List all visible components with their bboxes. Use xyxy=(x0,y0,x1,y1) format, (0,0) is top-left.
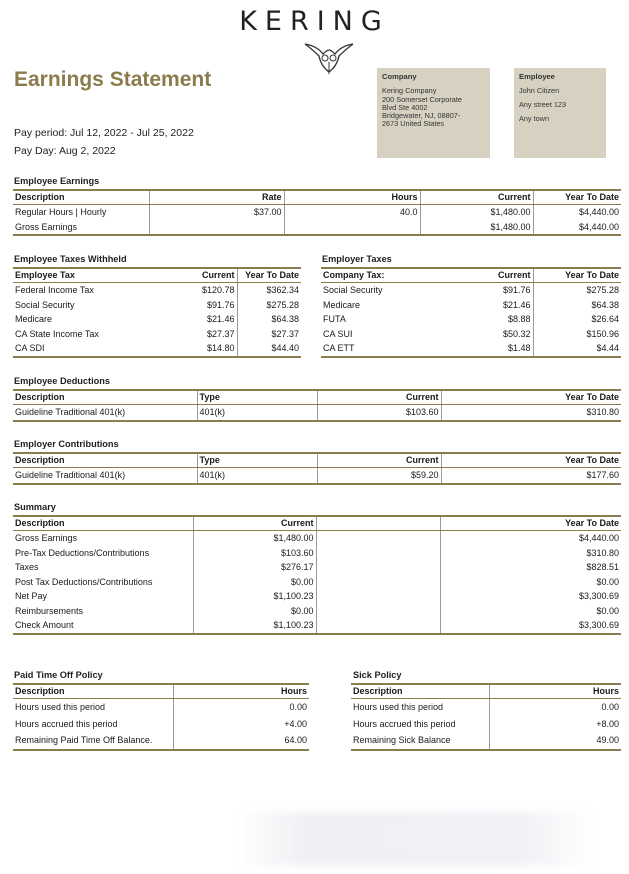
cell: 401(k) xyxy=(197,468,317,484)
col-header: Description xyxy=(351,684,489,699)
col-header: Year To Date xyxy=(440,516,621,531)
section-title-employer-taxes: Employer Taxes xyxy=(322,254,392,264)
cell: $26.64 xyxy=(533,312,621,327)
cell: +4.00 xyxy=(173,716,309,733)
cell: +8.00 xyxy=(489,716,621,733)
cell: $4,440.00 xyxy=(440,531,621,546)
cell: $27.37 xyxy=(237,327,301,342)
cell: $37.00 xyxy=(149,205,284,220)
cell: CA SUI xyxy=(323,328,353,339)
col-header: Current xyxy=(435,268,533,283)
table-row xyxy=(351,716,621,733)
cell: Hours used this period xyxy=(353,702,444,712)
cell: $275.28 xyxy=(237,298,301,313)
summary-table xyxy=(13,515,621,635)
empty-cell xyxy=(316,546,440,561)
table-row xyxy=(321,312,621,327)
table-row xyxy=(13,560,621,575)
section-title-contributions: Employer Contributions xyxy=(14,439,119,449)
empty-header xyxy=(316,516,440,531)
col-header: Employee Tax xyxy=(13,268,153,283)
col-header: Year To Date xyxy=(533,190,621,205)
cell: $1.48 xyxy=(507,343,531,353)
cell: $103.60 xyxy=(193,546,316,561)
table-row xyxy=(321,283,621,298)
table-row xyxy=(13,699,309,716)
col-header: Description xyxy=(13,190,149,205)
col-header: Current xyxy=(317,390,441,405)
cell: $0.00 xyxy=(193,575,316,590)
col-header: Year To Date xyxy=(237,268,301,283)
cell: $1,480.00 xyxy=(193,531,316,546)
cell: 64.00 xyxy=(173,733,309,750)
cell: Medicare xyxy=(15,314,53,324)
cell: 49.00 xyxy=(489,733,621,750)
cell: $64.38 xyxy=(533,298,621,313)
table-row xyxy=(13,575,621,590)
cell: Guideline Traditional 401(k) xyxy=(15,407,126,417)
cell: $3,300.69 xyxy=(440,589,621,604)
cell xyxy=(284,220,420,236)
section-title-employee-taxes: Employee Taxes Withheld xyxy=(14,254,127,264)
col-header: Description xyxy=(13,453,197,468)
table-row xyxy=(351,733,621,750)
cell: $0.00 xyxy=(193,604,316,619)
cell: $59.20 xyxy=(317,468,441,484)
cell: $27.37 xyxy=(206,328,235,339)
cell: Social Security xyxy=(15,299,75,310)
table-row xyxy=(13,220,621,236)
cell: Hours accrued this period xyxy=(15,718,118,729)
table-row xyxy=(321,341,621,357)
pay-period: Pay period: Jul 12, 2022 - Jul 25, 2022 xyxy=(14,127,194,139)
cell: $4,440.00 xyxy=(533,205,621,220)
section-title-pto: Paid Time Off Policy xyxy=(14,670,103,680)
cell: $1,480.00 xyxy=(420,220,533,236)
employee-info-box xyxy=(514,68,606,158)
cell: $64.38 xyxy=(237,312,301,327)
company-line: 2673 United States xyxy=(382,119,445,128)
cell: $828.51 xyxy=(440,560,621,575)
cell: Check Amount xyxy=(15,620,74,630)
table-row xyxy=(13,341,301,357)
table-row xyxy=(13,405,621,421)
cell: $4,440.00 xyxy=(533,220,621,236)
col-header: Rate xyxy=(149,190,284,205)
cell: Medicare xyxy=(323,299,361,310)
employer-taxes-table xyxy=(321,267,621,358)
cell: 40.0 xyxy=(284,205,420,220)
cell: Federal Income Tax xyxy=(15,285,94,295)
company-heading: Company xyxy=(382,72,417,81)
cell: $91.76 xyxy=(206,299,235,310)
cell: $275.28 xyxy=(533,283,621,298)
cell: $1,100.23 xyxy=(193,589,316,604)
table-row xyxy=(13,283,301,298)
col-header: Company Tax: xyxy=(321,268,435,283)
pto-table xyxy=(13,683,309,751)
cell: $14.80 xyxy=(206,343,235,353)
cell: Remaining Paid Time Off Balance. xyxy=(15,735,153,746)
cell: 0.00 xyxy=(173,699,309,716)
col-header: Year To Date xyxy=(441,390,621,405)
table-row xyxy=(13,604,621,619)
cell: $21.46 xyxy=(502,299,531,310)
cell: $3,300.69 xyxy=(440,618,621,634)
col-header: Type xyxy=(197,390,317,405)
cell: $21.46 xyxy=(206,314,235,324)
company-line: Kering Company xyxy=(382,86,437,95)
cell: 0.00 xyxy=(489,699,621,716)
empty-cell xyxy=(316,589,440,604)
scan-smudge xyxy=(235,812,595,866)
empty-cell xyxy=(316,575,440,590)
table-row xyxy=(351,699,621,716)
col-header: Description xyxy=(13,516,193,531)
cell: 401(k) xyxy=(197,405,317,421)
cell: CA ETT xyxy=(323,343,355,353)
cell: Regular Hours | Hourly xyxy=(15,207,107,217)
table-row xyxy=(13,327,301,342)
cell: $310.80 xyxy=(440,546,621,561)
cell: Net Pay xyxy=(15,591,48,601)
table-row xyxy=(13,546,621,561)
cell: Pre-Tax Deductions/Contributions xyxy=(15,547,150,558)
cell: Reimbursements xyxy=(15,605,84,616)
cell: $1,100.23 xyxy=(193,618,316,634)
sick-table xyxy=(351,683,621,751)
col-header: Hours xyxy=(284,190,420,205)
cell: Gross Earnings xyxy=(15,533,78,543)
table-row xyxy=(13,205,621,220)
col-header: Current xyxy=(153,268,237,283)
company-logo-wordmark: KERING xyxy=(239,6,390,37)
cell: Remaining Sick Balance xyxy=(353,735,451,746)
employee-taxes-table xyxy=(13,267,301,358)
cell: $150.96 xyxy=(533,327,621,342)
employee-line: John Citizen xyxy=(519,86,560,95)
page-title: Earnings Statement xyxy=(14,68,212,91)
cell: $4.44 xyxy=(533,341,621,357)
cell: $310.80 xyxy=(441,405,621,421)
section-title-earnings: Employee Earnings xyxy=(14,176,100,186)
col-header: Year To Date xyxy=(441,453,621,468)
owl-icon xyxy=(299,40,359,76)
table-row xyxy=(13,716,309,733)
table-row xyxy=(13,589,621,604)
cell: CA SDI xyxy=(15,343,45,353)
table-row xyxy=(13,618,621,634)
cell: $91.76 xyxy=(502,285,531,295)
cell: $103.60 xyxy=(317,405,441,421)
cell: $44.40 xyxy=(237,341,301,357)
cell: $177.60 xyxy=(441,468,621,484)
table-row xyxy=(13,468,621,484)
table-row xyxy=(13,312,301,327)
table-row xyxy=(321,298,621,313)
cell: Social Security xyxy=(323,285,383,295)
section-title-deductions: Employee Deductions xyxy=(14,376,110,386)
col-header: Current xyxy=(193,516,316,531)
table-row xyxy=(13,733,309,750)
col-header: Description xyxy=(13,684,173,699)
company-info-box xyxy=(377,68,490,158)
cell: $276.17 xyxy=(193,560,316,575)
table-row xyxy=(321,327,621,342)
table-row xyxy=(13,531,621,546)
col-header: Type xyxy=(197,453,317,468)
cell: Guideline Traditional 401(k) xyxy=(15,470,126,480)
cell: $0.00 xyxy=(440,575,621,590)
col-header: Hours xyxy=(489,684,621,699)
cell: CA State Income Tax xyxy=(15,328,99,339)
company-line: Bridgewater, NJ, 08807- xyxy=(382,111,461,120)
col-header: Description xyxy=(13,390,197,405)
col-header: Year To Date xyxy=(533,268,621,283)
cell: $1,480.00 xyxy=(420,205,533,220)
cell: FUTA xyxy=(323,314,346,324)
cell: Hours accrued this period xyxy=(353,718,456,729)
cell: $50.32 xyxy=(502,328,531,339)
section-title-summary: Summary xyxy=(14,502,56,512)
earnings-table xyxy=(13,189,621,236)
cell: Taxes xyxy=(15,562,39,572)
cell: $8.88 xyxy=(507,314,531,324)
col-header: Current xyxy=(420,190,533,205)
empty-cell xyxy=(316,560,440,575)
cell xyxy=(149,220,284,236)
cell: $362.34 xyxy=(237,283,301,298)
pay-day: Pay Day: Aug 2, 2022 xyxy=(14,145,116,157)
company-line: 200 Somerset Corporate xyxy=(382,95,462,104)
col-header: Hours xyxy=(173,684,309,699)
cell: Hours used this period xyxy=(15,702,106,712)
table-row xyxy=(13,298,301,313)
employee-line: Any street 123 xyxy=(519,100,567,109)
cell: $0.00 xyxy=(440,604,621,619)
cell: Post Tax Deductions/Contributions xyxy=(15,576,153,587)
company-line: Blvd Ste 4002 xyxy=(382,103,428,112)
contributions-table xyxy=(13,452,621,485)
employee-line: Any town xyxy=(519,114,550,123)
empty-cell xyxy=(316,531,440,546)
empty-cell xyxy=(316,618,440,634)
col-header: Current xyxy=(317,453,441,468)
empty-cell xyxy=(316,604,440,619)
section-title-sick: Sick Policy xyxy=(353,670,402,680)
deductions-table xyxy=(13,389,621,422)
cell: $120.78 xyxy=(201,285,235,295)
employee-heading: Employee xyxy=(519,72,555,81)
cell: Gross Earnings xyxy=(15,221,78,232)
